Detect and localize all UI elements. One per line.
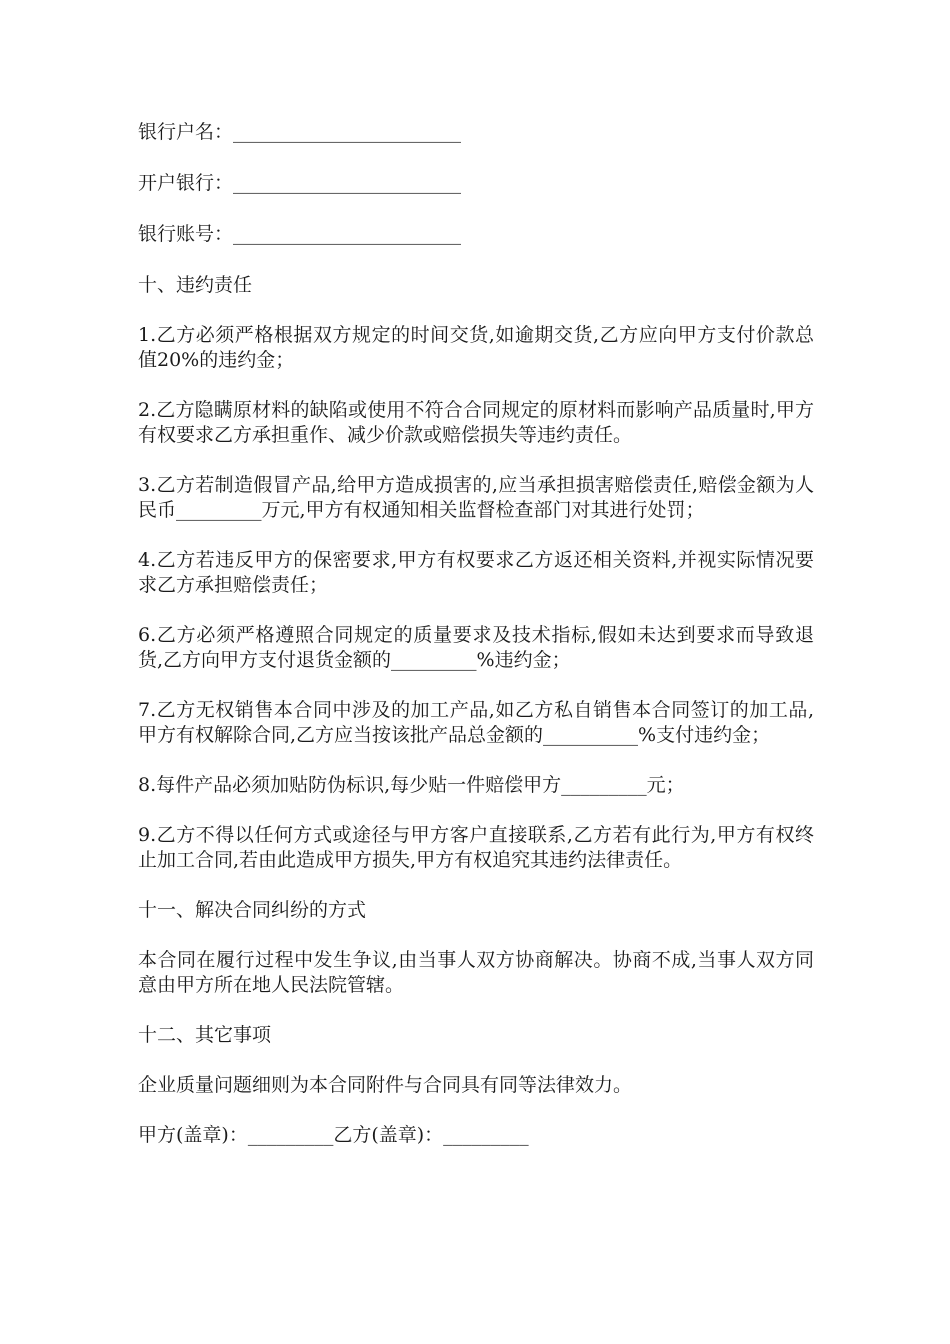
breach-clause-7: 7.乙方无权销售本合同中涉及的加工产品,如乙方私自销售本合同签订的加工品,甲方有权解除合同,乙方应当按该批产品总金额的__________%支付违约金； [138,699,814,746]
bank-name-field: 开户银行：________________________ [138,172,462,194]
signature-line: 甲方(盖章)：_________乙方(盖章)：_________ [138,1124,529,1146]
bank-account-name-field: 银行户名：________________________ [138,121,462,143]
breach-clause-8: 8.每件产品必须加贴防伪标识,每少贴一件赔偿甲方_________元； [138,774,685,796]
section-10-heading: 十、违约责任 [138,274,253,296]
bank-account-number-field: 银行账号：________________________ [138,223,462,245]
dispute-resolution-text: 本合同在履行过程中发生争议,由当事人双方协商解决。协商不成,当事人双方同意由甲方所在地人民法院管辖。 [138,949,814,996]
breach-clause-3: 3.乙方若制造假冒产品,给甲方造成损害的,应当承担损害赔偿责任,赔偿金额为人民币_________万元,甲方有权通知相关监督检查部门对其进行处罚； [138,474,814,521]
breach-clause-1: 1.乙方必须严格根据双方规定的时间交货,如逾期交货,乙方应向甲方支付价款总值20%的违约金； [138,324,814,371]
breach-clause-9: 9.乙方不得以任何方式或途径与甲方客户直接联系,乙方若有此行为,甲方有权终止加工合同,若由此造成甲方损失,甲方有权追究其违约法律责任。 [138,824,814,871]
document-page [138,120,814,1173]
breach-clause-4: 4.乙方若违反甲方的保密要求,甲方有权要求乙方返还相关资料,并视实际情况要求乙方承担赔偿责任； [138,549,814,596]
section-12-heading: 十二、其它事项 [138,1024,272,1046]
breach-clause-2: 2.乙方隐瞒原材料的缺陷或使用不符合合同规定的原材料而影响产品质量时,甲方有权要求乙方承担重作、减少价款或赔偿损失等违约责任。 [138,399,814,446]
breach-clause-6: 6.乙方必须严格遵照合同规定的质量要求及技术指标,假如未达到要求而导致退货,乙方向甲方支付退货金额的_________%违约金； [138,624,814,671]
other-matters-text: 企业质量问题细则为本合同附件与合同具有同等法律效力。 [138,1074,633,1096]
section-11-heading: 十一、解决合同纠纷的方式 [138,899,367,921]
